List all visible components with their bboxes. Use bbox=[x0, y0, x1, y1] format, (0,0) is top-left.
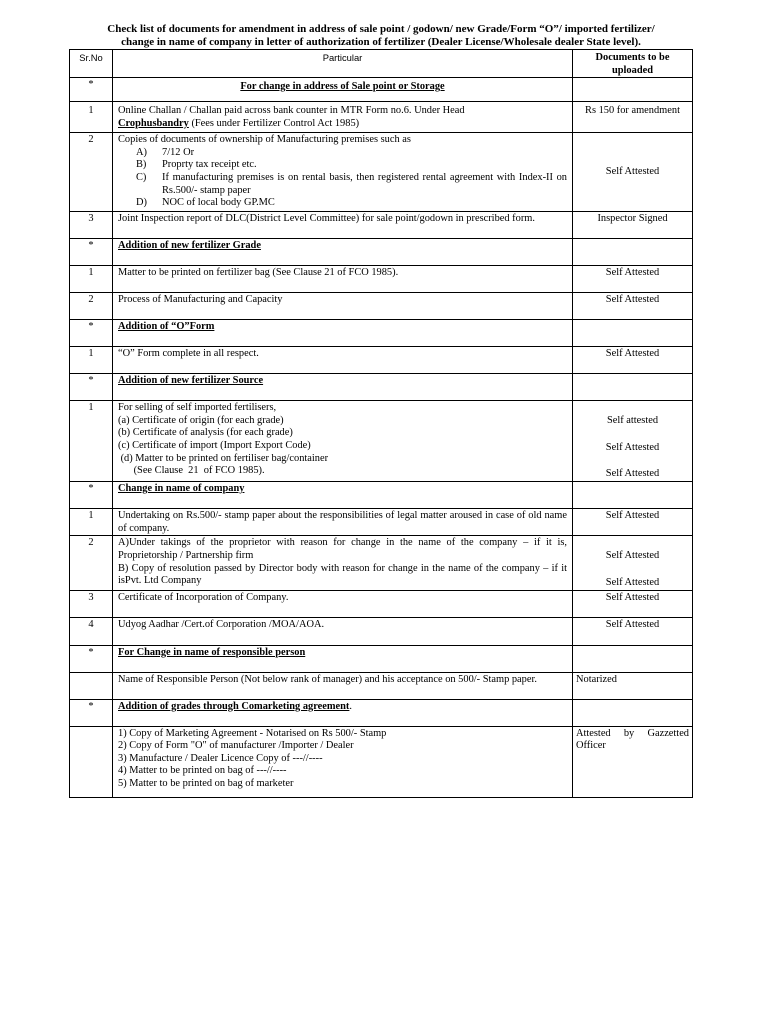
row-number: 1 bbox=[70, 509, 113, 536]
row-number: 2 bbox=[70, 293, 113, 320]
section-heading: Addition of new fertilizer Source bbox=[118, 375, 264, 387]
section-marker: * bbox=[70, 239, 113, 266]
section-heading: Addition of “O”Form bbox=[118, 321, 215, 333]
row-number bbox=[70, 726, 113, 797]
table-row bbox=[70, 617, 693, 645]
list-item: D) NOC of local body GP.MC bbox=[136, 197, 275, 209]
section-heading-row bbox=[70, 374, 693, 401]
row-particular: Online Challan / Challan paid across bank counter in MTR Form no.6. Under Head Crophusbandry (Fees under Fertilizer Control Act 1985) bbox=[113, 102, 573, 133]
section-heading-row bbox=[70, 482, 693, 509]
row-number: 2 bbox=[70, 536, 113, 590]
row-document: Self Attested bbox=[573, 617, 693, 645]
section-heading: Addition of new fertilizer Grade bbox=[118, 240, 261, 252]
row-particular: Joint Inspection report of DLC(District Level Committee) for sale point/godown in prescribed form. bbox=[113, 212, 573, 239]
row-particular: Matter to be printed on fertilizer bag (See Clause 21 of FCO 1985). bbox=[113, 266, 573, 293]
table-row bbox=[70, 536, 693, 590]
section-marker: * bbox=[70, 78, 113, 102]
row-document: Rs 150 for amendment bbox=[573, 102, 693, 133]
checklist-table bbox=[69, 49, 693, 798]
section-heading-row bbox=[70, 239, 693, 266]
section-heading-row bbox=[70, 320, 693, 347]
list-item: B) Proprty tax receipt etc. bbox=[136, 159, 257, 171]
title-line-2: change in name of company in letter of authorization of fertilizer (Dealer License/Wholesale dealer State level). bbox=[121, 36, 641, 48]
row-document: Self Attested bbox=[573, 347, 693, 374]
row-document: Self Attested bbox=[573, 590, 693, 617]
table-row bbox=[70, 590, 693, 617]
section-heading: For change in address of Sale point or Storage bbox=[240, 81, 445, 93]
row-document: Self Attested bbox=[573, 293, 693, 320]
table-row bbox=[70, 212, 693, 239]
row-document: Self Attested bbox=[573, 509, 693, 536]
header-srno: Sr.No bbox=[70, 50, 113, 78]
row-particular: Process of Manufacturing and Capacity bbox=[113, 293, 573, 320]
row-document: Notarized bbox=[573, 672, 693, 699]
section-marker: * bbox=[70, 699, 113, 726]
section-heading: Change in name of company bbox=[118, 483, 245, 495]
table-row bbox=[70, 133, 693, 212]
row-number: 2 bbox=[70, 133, 113, 212]
table-row bbox=[70, 347, 693, 374]
row-document: Self Attested bbox=[573, 266, 693, 293]
table-row bbox=[70, 266, 693, 293]
table-row bbox=[70, 509, 693, 536]
list-item: C) If manufacturing premises is on rental basis, then registered rental agreement with Index-II on Rs.500/- stamp paper bbox=[136, 171, 567, 196]
table-row bbox=[70, 401, 693, 482]
row-number bbox=[70, 672, 113, 699]
table-row bbox=[70, 726, 693, 797]
row-particular: 1) Copy of Marketing Agreement - Notarised on Rs 500/- Stamp 2) Copy of Form "O" of manufacturer /Importer / Dealer 3) Manufacture / Dealer Licence Copy of ---//---- 4) Matter to be printed on bag of ---//---- 5) Matter to be printed on bag of marketer bbox=[113, 726, 573, 797]
table-row bbox=[70, 672, 693, 699]
header-particular: Particular bbox=[113, 50, 573, 78]
row-particular: Undertaking on Rs.500/- stamp paper about the responsibilities of legal matter aroused in case of old name of company. bbox=[113, 509, 573, 536]
section-heading: For Change in name of responsible person bbox=[118, 646, 306, 658]
section-marker: * bbox=[70, 645, 113, 672]
crophusbandry-label: Crophusbandry bbox=[118, 117, 189, 129]
row-document: Attested by Gazzetted Officer bbox=[573, 726, 693, 797]
row-number: 1 bbox=[70, 266, 113, 293]
row-document: Self Attested bbox=[573, 133, 693, 212]
row-particular: Name of Responsible Person (Not below rank of manager) and his acceptance on 500/- Stamp paper. bbox=[113, 672, 573, 699]
row-number: 1 bbox=[70, 102, 113, 133]
row-number: 4 bbox=[70, 617, 113, 645]
row-particular: A)Under takings of the proprietor with reason for change in the name of the company – if it is, Proprietorship / Partnership firm B) Copy of resolution passed by Director body with reason for change in the name of the company – if it isPvt. Ltd Company bbox=[113, 536, 573, 590]
header-documents: Documents to be uploaded bbox=[573, 50, 693, 78]
list-item: A) 7/12 Or bbox=[136, 146, 195, 158]
section-marker: * bbox=[70, 320, 113, 347]
table-row bbox=[70, 293, 693, 320]
section-heading-row bbox=[70, 78, 693, 102]
row-document: Inspector Signed bbox=[573, 212, 693, 239]
row-number: 3 bbox=[70, 590, 113, 617]
row-number: 1 bbox=[70, 347, 113, 374]
row-particular: For selling of self imported fertilisers, (a) Certificate of origin (for each grade) (b) Certificate of analysis (for each grade) (c) Certificate of import (Import Export Code) (d) Matter to be printed on fertiliser bag/container (See Clause 21 of FCO 1985). bbox=[113, 401, 573, 482]
title-line-1: Check list of documents for amendment in address of sale point / godown/ new Grade/Form “O”/ imported fertilizer/ bbox=[107, 23, 655, 35]
section-heading-row bbox=[70, 645, 693, 672]
row-particular: Certificate of Incorporation of Company. bbox=[113, 590, 573, 617]
row-particular: Copies of documents of ownership of Manufacturing premises such as A) 7/12 Or B) Proprty tax receipt etc. C) If manufacturing premises is on rental basis, then registered rental agreement with Index-II on Rs.500/- stamp paper D) NOC of local body GP.MC bbox=[113, 133, 573, 212]
table-row bbox=[70, 102, 693, 133]
document-title bbox=[70, 23, 692, 49]
row-particular: “O” Form complete in all respect. bbox=[113, 347, 573, 374]
row-document: Self attested Self Attested Self Attested bbox=[573, 401, 693, 482]
row-number: 1 bbox=[70, 401, 113, 482]
section-heading-row: * Addition of grades through Comarketing agreement. bbox=[70, 699, 693, 726]
header-row bbox=[70, 50, 693, 78]
section-marker: * bbox=[70, 482, 113, 509]
section-marker: * bbox=[70, 374, 113, 401]
row-particular: Udyog Aadhar /Cert.of Corporation /MOA/AOA. bbox=[113, 617, 573, 645]
row-document: Self Attested Self Attested bbox=[573, 536, 693, 590]
row-number: 3 bbox=[70, 212, 113, 239]
section-heading: Addition of grades through Comarketing agreement bbox=[118, 700, 350, 712]
